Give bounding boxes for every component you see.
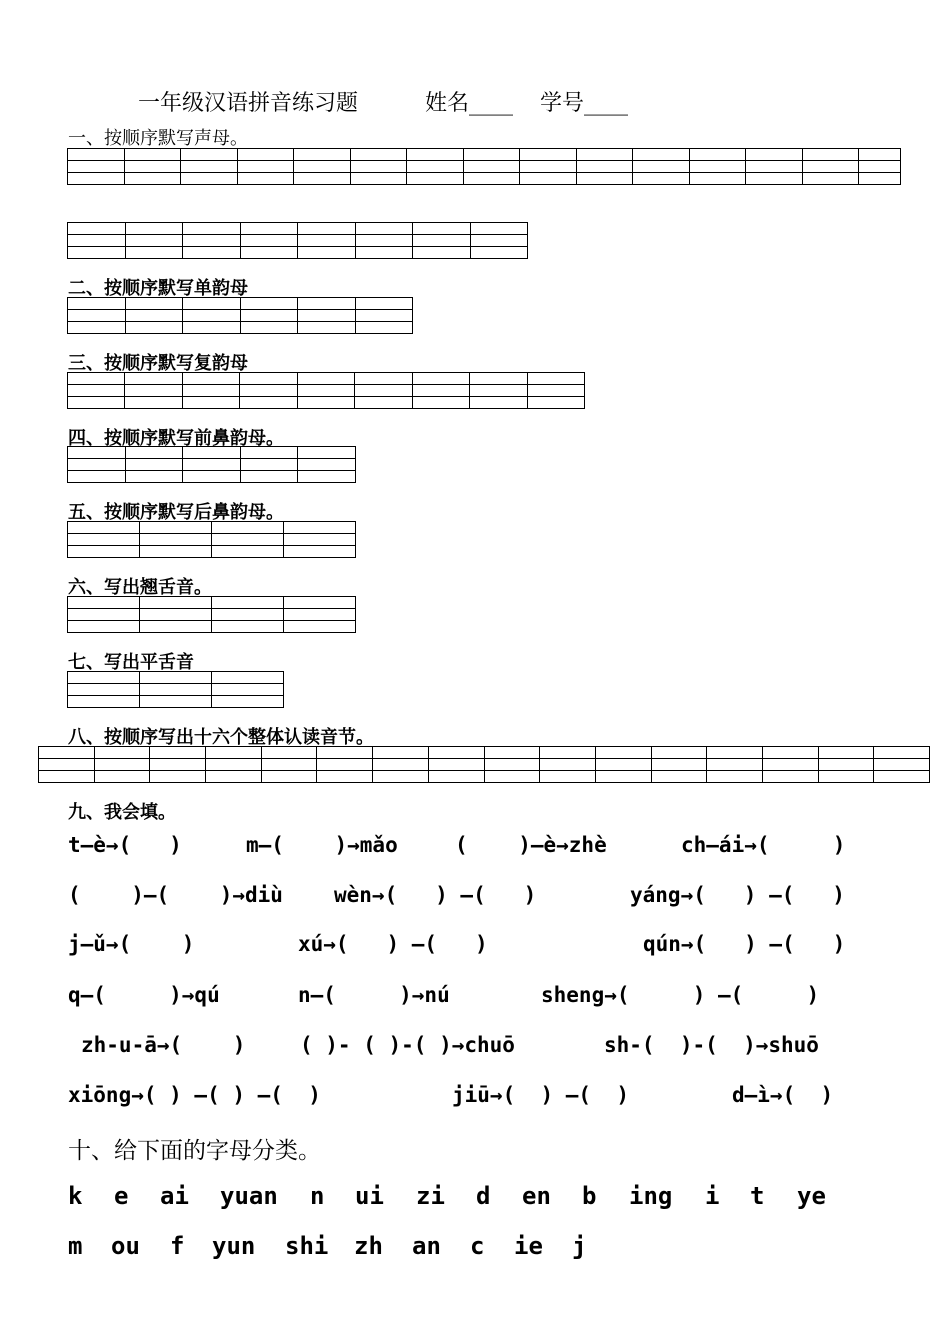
exercise-4-1: q—( )→qú — [68, 983, 220, 1007]
exercise-5-1: zh-u-ā→( ) — [81, 1033, 246, 1057]
name-field-label: 姓名____ — [425, 91, 514, 116]
section-6-heading: 六、写出翘舌音。 — [68, 577, 212, 598]
letter-item: shi — [285, 1232, 329, 1260]
worksheet-title: 一年级汉语拼音练习题 — [138, 91, 359, 116]
letter-item: j — [572, 1232, 587, 1260]
letter-item: an — [412, 1232, 441, 1260]
letter-item: ou — [111, 1232, 140, 1260]
exercise-3-2: xú→( ) —( ) — [298, 932, 488, 956]
letter-item: yuan — [220, 1182, 278, 1210]
letter-item: c — [470, 1232, 485, 1260]
exercise-2-3: yáng→( ) —( ) — [630, 883, 845, 907]
back-nasal-finals-grid[interactable] — [67, 521, 356, 558]
section-2-heading: 二、按顺序默写单韵母 — [68, 278, 248, 299]
section-3-heading: 三、按顺序默写复韵母 — [68, 353, 248, 374]
exercise-5-3: sh-( )-( )→shuō — [604, 1033, 819, 1057]
letter-item: e — [114, 1182, 129, 1210]
flat-tongue-grid[interactable] — [67, 671, 284, 708]
letter-item: i — [705, 1182, 720, 1210]
whole-syllables-grid[interactable] — [38, 746, 930, 783]
letter-item: ing — [629, 1182, 673, 1210]
section-7-heading: 七、写出平舌音 — [68, 652, 194, 673]
initials-grid-row-2[interactable] — [67, 222, 528, 259]
exercise-6-3: d—ì→( ) — [732, 1083, 834, 1107]
letter-item: zh — [354, 1232, 383, 1260]
section-5-heading: 五、按顺序默写后鼻韵母。 — [68, 502, 284, 523]
letter-item: f — [170, 1232, 185, 1260]
letter-item: ie — [514, 1232, 543, 1260]
letter-item: yun — [212, 1232, 256, 1260]
exercise-1-3: ( )—è→zhè — [455, 833, 607, 857]
section-4-heading: 四、按顺序默写前鼻韵母。 — [68, 428, 284, 449]
letter-item: zi — [416, 1182, 445, 1210]
exercise-5-2: ( )- ( )-( )→chuō — [300, 1033, 515, 1057]
exercise-3-1: j—ǔ→( ) — [68, 932, 195, 956]
exercise-2-1: ( )—( )→diù — [68, 883, 283, 907]
exercise-6-1: xiōng→( ) —( ) —( ) — [68, 1083, 321, 1107]
letter-item: n — [310, 1182, 325, 1210]
letter-item: en — [522, 1182, 551, 1210]
retroflex-grid[interactable] — [67, 596, 356, 633]
letter-item: m — [68, 1232, 83, 1260]
student-id-label: 学号____ — [540, 91, 629, 116]
exercise-6-2: jiū→( ) —( ) — [452, 1083, 630, 1107]
exercise-4-2: n—( )→nú — [298, 983, 450, 1007]
letter-item: ui — [355, 1182, 384, 1210]
exercise-4-3: sheng→( ) —( ) — [541, 983, 820, 1007]
compound-finals-grid[interactable] — [67, 372, 585, 409]
section-9-heading: 九、我会填。 — [68, 802, 176, 823]
exercise-1-1: t—è→( ) — [68, 833, 182, 857]
exercise-3-3: qún→( ) —( ) — [643, 932, 846, 956]
letter-item: b — [582, 1182, 597, 1210]
letter-item: ai — [160, 1182, 189, 1210]
exercise-2-2: wèn→( ) —( ) — [334, 883, 537, 907]
letter-item: t — [750, 1182, 765, 1210]
letter-item: k — [68, 1182, 83, 1210]
front-nasal-finals-grid[interactable] — [67, 446, 356, 483]
section-1-heading: 一、按顺序默写声母。 — [68, 128, 248, 149]
letter-item: ye — [797, 1182, 826, 1210]
exercise-1-2: m—( )→mǎo — [246, 833, 398, 857]
letter-item: d — [476, 1182, 491, 1210]
section-8-heading: 八、按顺序写出十六个整体认读音节。 — [68, 727, 374, 748]
exercise-1-4: ch—ái→( ) — [681, 833, 846, 857]
simple-finals-grid[interactable] — [67, 297, 413, 334]
section-10-heading: 十、给下面的字母分类。 — [68, 1138, 321, 1164]
initials-grid-row-1[interactable] — [67, 148, 901, 185]
